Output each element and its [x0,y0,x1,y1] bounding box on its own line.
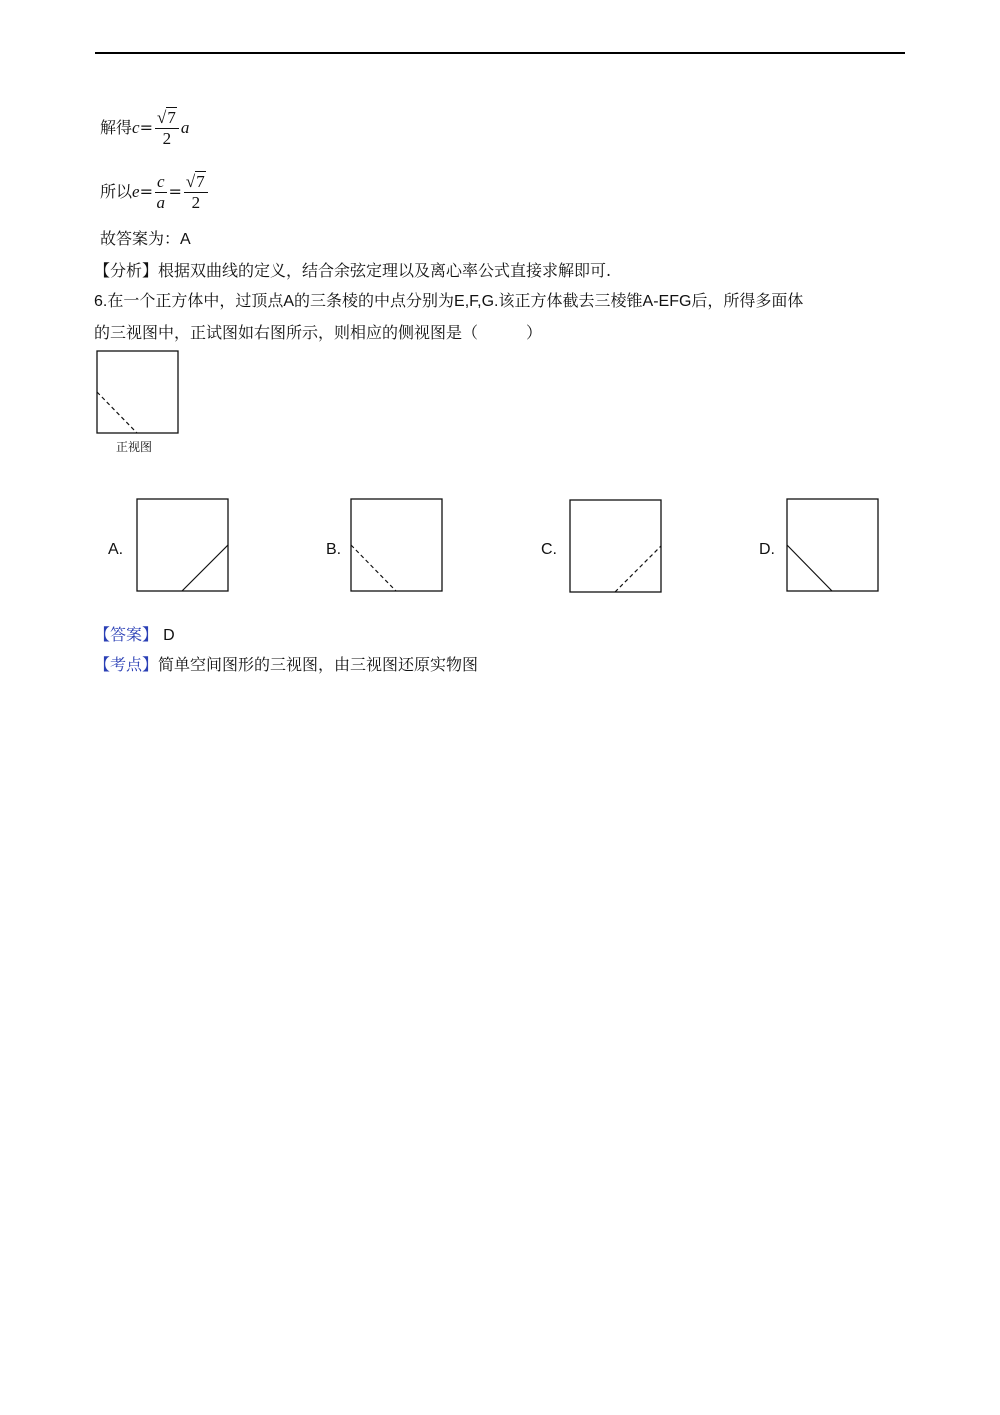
solution-line-e: 所以e= $\frac{c}{a}$ = $\frac{√7}{2}$ [100,172,210,213]
knowledge-text: 简单空间图形的三视图，由三视图还原实物图 [158,655,479,674]
knowledge-tag: 【考点】 [94,655,159,674]
solution-line-c: 解得c= $\frac{√7}{2}$ a [100,108,190,148]
front-view-figure [96,350,180,436]
answer-statement: 故答案为：A [100,229,191,248]
question-6-line1: 6.在一个正方体中，过顶点A的三条棱的中点分别为E,F,G.该正方体截去三棱锥A-EFG后，所得多面体 [94,291,804,310]
option-a-label: A. [108,541,124,558]
option-b-label: B. [326,541,342,558]
answer-line [94,624,175,647]
answer-value: D [163,627,175,644]
front-view-caption: 正视图 [116,440,153,454]
header-rule [95,52,905,54]
fraction-c-over-a: $\frac{c}{a}$ [156,172,165,212]
analysis-text: 【分析】根据双曲线的定义，结合余弦定理以及离心率公式直接求解即可. [94,261,612,280]
fraction-sqrt7-over-2: $\frac{√7}{2}$ [155,108,179,149]
option-b-figure [350,498,444,594]
answer-tag: 【答案】 [94,625,159,644]
question-6-line2: 的三视图中，正试图如右图所示，则相应的侧视图是（ ） [94,323,543,342]
option-a-figure [136,498,230,594]
option-d-figure [786,498,880,594]
knowledge-line [94,654,478,676]
option-d-label: D. [759,541,775,558]
fraction-sqrt7-over-2-e: $\frac{√7}{2}$ [184,172,208,213]
option-c-label: C. [541,541,557,558]
option-c-figure [569,499,663,595]
